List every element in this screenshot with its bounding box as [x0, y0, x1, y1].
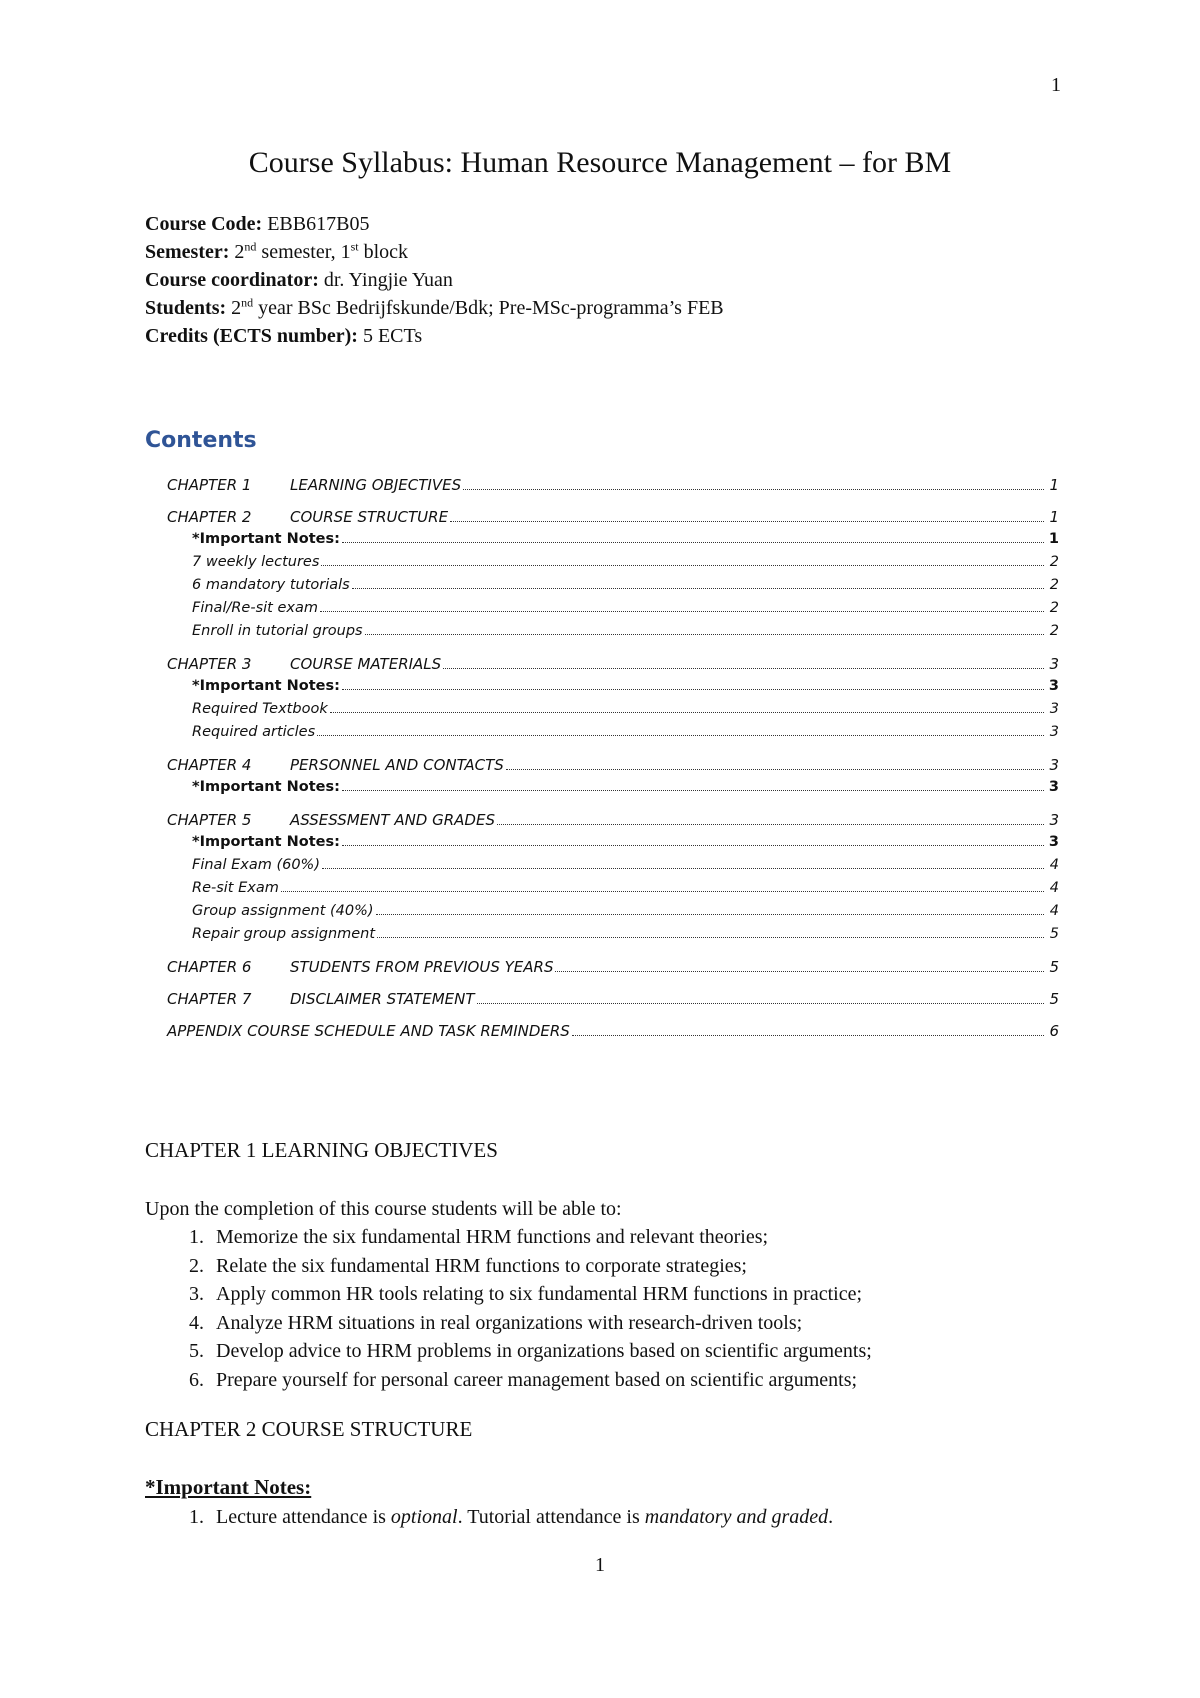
toc-page-number: 2: [1049, 600, 1059, 616]
toc-page-number: 6: [1049, 1022, 1059, 1040]
toc-leader-dots: [376, 913, 1044, 915]
toc-entry[interactable]: [167, 508, 1059, 531]
toc-page-number: 2: [1049, 554, 1059, 570]
toc-leader-dots: [342, 688, 1044, 690]
toc-entry-title: Re-sit Exam: [192, 880, 279, 896]
toc-entry[interactable]: [167, 990, 1059, 1013]
toc-chapter-label: CHAPTER 6: [167, 958, 252, 976]
toc-chapter-label: CHAPTER 4: [167, 756, 252, 774]
footer-page-number: 1: [595, 1554, 605, 1576]
toc-leader-dots: [477, 1002, 1044, 1004]
toc-entry[interactable]: [167, 926, 1059, 949]
toc-leader-dots: [555, 970, 1044, 972]
toc-entry[interactable]: [167, 623, 1059, 646]
important-notes-heading: *Important Notes:: [145, 1475, 312, 1499]
toc-leader-dots: [463, 488, 1044, 490]
toc-entry-title: Final Exam (60%): [192, 857, 320, 873]
toc-chapter-label: CHAPTER 2: [167, 508, 252, 526]
toc-entry[interactable]: [167, 655, 1059, 678]
toc-entry-title: *Important Notes:: [192, 834, 340, 850]
toc-entry[interactable]: [167, 600, 1059, 623]
toc-entry-title: ASSESSMENT AND GRADES: [290, 811, 495, 829]
toc-leader-dots: [281, 890, 1044, 892]
list-item: 4. Analyze HRM situations in real organizations with research-driven tools;: [189, 1311, 803, 1334]
toc-leader-dots: [352, 587, 1044, 589]
toc-page-number: 3: [1049, 756, 1059, 774]
toc-entry[interactable]: [167, 701, 1059, 724]
credits-row: Credits (ECTS number): 5 ECTs: [145, 325, 423, 347]
toc-entry[interactable]: [167, 834, 1059, 857]
toc-entry[interactable]: [167, 1022, 1059, 1045]
toc-entry-title: LEARNING OBJECTIVES: [290, 476, 462, 494]
toc-leader-dots: [321, 564, 1044, 566]
toc-page-number: 3: [1049, 701, 1059, 717]
toc-entry-title: *Important Notes:: [192, 779, 340, 795]
toc-leader-dots: [377, 936, 1044, 938]
chapter-1-heading: CHAPTER 1 LEARNING OBJECTIVES: [145, 1138, 498, 1162]
toc-leader-dots: [320, 610, 1044, 612]
toc-chapter-label: CHAPTER 3: [167, 655, 252, 673]
semester-row: Semester: 2nd semester, 1st block: [145, 239, 409, 263]
toc-entry-title: *Important Notes:: [192, 531, 340, 547]
toc-chapter-label: CHAPTER 5: [167, 811, 252, 829]
toc-leader-dots: [330, 711, 1044, 713]
toc-entry[interactable]: [167, 880, 1059, 903]
document-title: Course Syllabus: Human Resource Management – for BM: [248, 146, 952, 179]
course-meta: [145, 210, 724, 350]
toc-page-number: 3: [1048, 678, 1059, 694]
toc-page-number: 3: [1048, 779, 1059, 795]
toc-leader-dots: [342, 541, 1044, 543]
toc-entry[interactable]: [167, 554, 1059, 577]
toc-entry-title: 7 weekly lectures: [192, 554, 320, 570]
toc-entry-title: Enroll in tutorial groups: [192, 623, 363, 639]
list-item: 3. Apply common HR tools relating to six fundamental HRM functions in practice;: [189, 1283, 863, 1305]
toc-leader-dots: [497, 823, 1044, 825]
coordinator-row: Course coordinator: dr. Yingjie Yuan: [145, 269, 453, 291]
toc-leader-dots: [506, 768, 1044, 770]
toc-page-number: 1: [1049, 508, 1059, 526]
toc-page-number: 4: [1049, 857, 1059, 873]
toc-page-number: 5: [1049, 926, 1059, 942]
toc-leader-dots: [365, 633, 1044, 635]
toc-entry[interactable]: [167, 724, 1059, 747]
list-item: 1. Lecture attendance is optional. Tutorial attendance is mandatory and graded.: [189, 1506, 834, 1528]
toc-entry-title: STUDENTS FROM PREVIOUS YEARS: [290, 958, 554, 976]
toc-entry[interactable]: [167, 857, 1059, 880]
toc-page-number: 4: [1049, 903, 1059, 919]
toc-entry[interactable]: [167, 903, 1059, 926]
toc-entry-title: 6 mandatory tutorials: [192, 577, 350, 593]
toc-entry-title: APPENDIX COURSE SCHEDULE AND TASK REMINDERS: [167, 1022, 570, 1040]
header-page-number: 1: [1051, 74, 1061, 96]
toc-page-number: 4: [1049, 880, 1059, 896]
toc-page-number: 1: [1048, 531, 1059, 547]
toc-page-number: 2: [1049, 623, 1059, 639]
toc-leader-dots: [443, 667, 1044, 669]
toc-entry-title: PERSONNEL AND CONTACTS: [290, 756, 504, 774]
toc-entry-title: DISCLAIMER STATEMENT: [290, 990, 475, 1008]
toc-leader-dots: [322, 867, 1044, 869]
toc-leader-dots: [342, 789, 1044, 791]
toc-entry-title: Repair group assignment: [192, 926, 376, 942]
toc-entry-title: Group assignment (40%): [192, 903, 374, 919]
toc-entry-title: COURSE STRUCTURE: [290, 508, 449, 526]
toc-leader-dots: [317, 734, 1044, 736]
toc-page-number: 3: [1049, 811, 1059, 829]
chapter-1-intro: Upon the completion of this course students will be able to:: [145, 1198, 622, 1220]
toc-page-number: 2: [1049, 577, 1059, 593]
list-item: 6. Prepare yourself for personal career management based on scientific arguments;: [189, 1368, 858, 1391]
toc-entry[interactable]: [167, 958, 1059, 981]
toc-entry[interactable]: [167, 678, 1059, 701]
toc-page-number: 3: [1049, 655, 1059, 673]
toc-page-number: 1: [1049, 476, 1059, 494]
toc-leader-dots: [572, 1034, 1044, 1036]
toc-entry-title: Final/Re-sit exam: [192, 600, 318, 616]
toc-page-number: 5: [1049, 990, 1059, 1008]
list-item: 1. Memorize the six fundamental HRM functions and relevant theories;: [189, 1226, 769, 1248]
important-notes-list: [145, 1503, 833, 1532]
toc-leader-dots: [450, 520, 1044, 522]
toc-entry[interactable]: [167, 476, 1059, 499]
toc-entry[interactable]: [167, 756, 1059, 779]
toc-entry[interactable]: [167, 779, 1059, 802]
students-row: Students: 2nd year BSc Bedrijfskunde/Bdk; Pre-MSc-programma’s FEB: [145, 295, 724, 319]
list-item: 5. Develop advice to HRM problems in organizations based on scientific arguments;: [189, 1340, 872, 1362]
toc-entry[interactable]: [167, 811, 1059, 834]
toc-entry-title: COURSE MATERIALS: [290, 655, 442, 673]
list-item: 2. Relate the six fundamental HRM functions to corporate strategies;: [189, 1254, 747, 1277]
toc-entry[interactable]: [167, 577, 1059, 600]
toc-entry-title: Required Textbook: [192, 701, 328, 717]
toc-page-number: 3: [1049, 724, 1059, 740]
toc-chapter-label: CHAPTER 7: [167, 990, 252, 1008]
toc-page-number: 3: [1048, 834, 1059, 850]
table-of-contents: [167, 476, 1059, 1045]
toc-entry-title: *Important Notes:: [192, 678, 340, 694]
toc-chapter-label: CHAPTER 1: [167, 476, 252, 494]
toc-entry-title: Required articles: [192, 724, 316, 740]
toc-leader-dots: [342, 844, 1044, 846]
learning-objectives-list: [145, 1223, 872, 1394]
course-code-row: Course Code: EBB617B05: [145, 213, 370, 235]
toc-page-number: 5: [1049, 958, 1059, 976]
toc-entry[interactable]: [167, 531, 1059, 554]
contents-heading: Contents: [145, 428, 257, 453]
chapter-2-heading: CHAPTER 2 COURSE STRUCTURE: [145, 1417, 473, 1441]
